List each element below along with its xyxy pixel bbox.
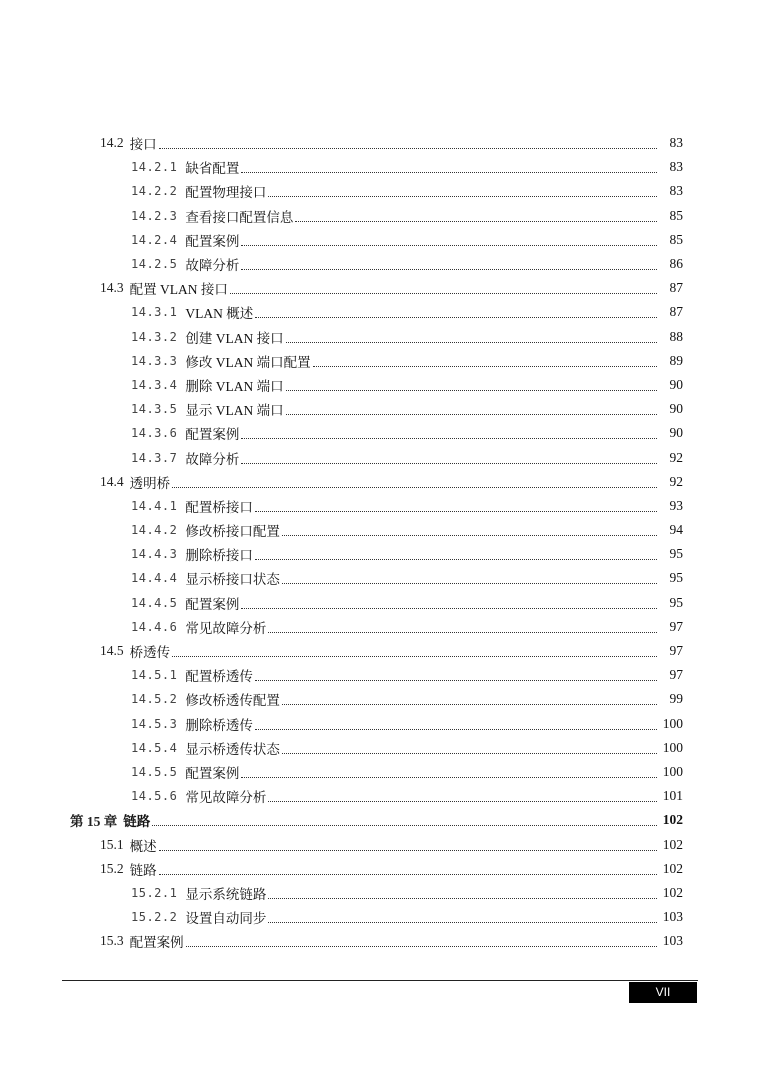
- toc-entry-number: 14.5: [100, 643, 124, 659]
- page-number-badge: VII: [629, 982, 697, 1003]
- toc-entry-number: 14.2.4: [131, 232, 178, 247]
- toc-entry-number: 14.3.6: [131, 426, 178, 441]
- toc-entry-number: 14.2.3: [131, 208, 178, 223]
- toc-dot-leader: [282, 534, 657, 536]
- toc-dot-leader: [152, 824, 657, 826]
- toc-entry-number: 14.4: [100, 473, 124, 489]
- toc-page-number: 95: [669, 546, 683, 562]
- toc-entry-title: 设置自动同步: [185, 911, 267, 927]
- toc-subsection-entry[interactable]: [0, 736, 761, 760]
- toc-entry-title: 配置桥接口: [185, 499, 253, 515]
- toc-entry-title: 配置案例: [129, 935, 184, 951]
- toc-entry-number: 14.4.1: [131, 498, 178, 513]
- toc-entry-title: VLAN 概述: [185, 306, 254, 322]
- toc-page-number: 100: [662, 715, 683, 731]
- toc-entry-number: 14.4.2: [131, 523, 178, 538]
- toc-dot-leader: [282, 582, 657, 584]
- toc-subsection-entry[interactable]: [0, 663, 761, 687]
- toc-page-number: 100: [662, 763, 683, 779]
- toc-section-entry[interactable]: [0, 470, 761, 494]
- toc-subsection-entry[interactable]: [0, 566, 761, 590]
- toc-entry-number: 14.4.6: [131, 619, 178, 634]
- toc-entry-title: 显示 VLAN 端口: [185, 403, 284, 419]
- toc-subsection-entry[interactable]: [0, 542, 761, 566]
- toc-dot-leader: [241, 244, 657, 246]
- toc-dot-leader: [268, 800, 657, 802]
- toc-page-number: 100: [662, 739, 683, 755]
- toc-entry-title: 删除桥透传: [185, 717, 253, 733]
- toc-subsection-entry[interactable]: [0, 518, 761, 542]
- toc-dot-leader: [255, 510, 657, 512]
- toc-page-number: 101: [662, 788, 683, 804]
- toc-entry-number: 14.5.5: [131, 764, 178, 779]
- toc-page-number: 83: [669, 135, 683, 151]
- toc-dot-leader: [241, 462, 657, 464]
- toc-subsection-entry[interactable]: [0, 179, 761, 203]
- toc-entry-title: 配置案例: [185, 765, 240, 781]
- toc-page-number: 97: [669, 643, 683, 659]
- toc-entry-title: 常见故障分析: [185, 620, 267, 636]
- toc-subsection-entry[interactable]: [0, 325, 761, 349]
- toc-dot-leader: [286, 389, 657, 391]
- toc-dot-leader: [295, 220, 657, 222]
- table-of-contents: [0, 131, 761, 953]
- toc-dot-leader: [255, 728, 657, 730]
- toc-entry-title: 修改桥透传配置: [185, 693, 280, 709]
- toc-page-number: 102: [662, 860, 683, 876]
- toc-page-number: 97: [669, 667, 683, 683]
- toc-entry-number: 14.2.2: [131, 184, 178, 199]
- toc-entry-number: 14.4.5: [131, 595, 178, 610]
- toc-page-number: 92: [669, 473, 683, 489]
- footer-divider: [62, 980, 698, 981]
- toc-section-entry[interactable]: [0, 929, 761, 953]
- toc-entry-title: 配置物理接口: [185, 185, 267, 201]
- toc-dot-leader: [241, 171, 657, 173]
- toc-subsection-entry[interactable]: [0, 760, 761, 784]
- toc-page-number: 95: [669, 594, 683, 610]
- toc-subsection-entry[interactable]: [0, 155, 761, 179]
- toc-subsection-entry[interactable]: [0, 615, 761, 639]
- toc-entry-number: 14.4.4: [131, 571, 178, 586]
- toc-dot-leader: [282, 752, 657, 754]
- toc-section-entry[interactable]: [0, 639, 761, 663]
- toc-entry-title: 概述: [129, 838, 157, 854]
- toc-entry-number: 14.5.6: [131, 789, 178, 804]
- toc-section-entry[interactable]: [0, 857, 761, 881]
- toc-entry-title: 删除 VLAN 端口: [185, 378, 284, 394]
- toc-subsection-entry[interactable]: [0, 905, 761, 929]
- toc-page-number: 90: [669, 376, 683, 392]
- toc-dot-leader: [172, 486, 657, 488]
- toc-entry-title: 配置案例: [185, 233, 240, 249]
- toc-page-number: 90: [669, 401, 683, 417]
- toc-entry-number: 14.5.3: [131, 716, 178, 731]
- toc-entry-title: 查看接口配置信息: [185, 209, 294, 225]
- toc-subsection-entry[interactable]: [0, 784, 761, 808]
- toc-dot-leader: [159, 873, 657, 875]
- toc-page-number: 83: [669, 183, 683, 199]
- toc-dot-leader: [313, 365, 657, 367]
- toc-page-number: 102: [662, 812, 683, 828]
- toc-dot-leader: [241, 268, 657, 270]
- toc-subsection-entry[interactable]: [0, 591, 761, 615]
- toc-entry-title: 接口: [129, 137, 157, 153]
- toc-entry-number: 15.3: [100, 933, 124, 949]
- toc-dot-leader: [255, 558, 657, 560]
- toc-entry-title: 链路: [129, 862, 157, 878]
- toc-dot-leader: [241, 437, 657, 439]
- toc-dot-leader: [286, 341, 657, 343]
- toc-entry-number: 14.5.4: [131, 740, 178, 755]
- toc-entry-title: 常见故障分析: [185, 790, 267, 806]
- toc-entry-title: 配置 VLAN 接口: [129, 282, 228, 298]
- toc-subsection-entry[interactable]: [0, 228, 761, 252]
- toc-entry-number: 14.3.1: [131, 305, 178, 320]
- toc-section-entry[interactable]: [0, 832, 761, 856]
- toc-dot-leader: [230, 292, 657, 294]
- toc-dot-leader: [282, 703, 657, 705]
- toc-section-entry[interactable]: [0, 131, 761, 155]
- toc-page-number: 85: [669, 207, 683, 223]
- toc-page-number: 89: [669, 352, 683, 368]
- toc-entry-number: 14.3.5: [131, 402, 178, 417]
- toc-entry-title: 显示桥接口状态: [185, 572, 280, 588]
- toc-entry-number: 14.3.2: [131, 329, 178, 344]
- toc-dot-leader: [241, 776, 657, 778]
- toc-page-number: 103: [662, 933, 683, 949]
- toc-subsection-entry[interactable]: [0, 300, 761, 324]
- toc-subsection-entry[interactable]: [0, 421, 761, 445]
- toc-entry-number: 15.2.1: [131, 885, 178, 900]
- toc-page-number: 85: [669, 231, 683, 247]
- toc-entry-title: 显示系统链路: [185, 886, 267, 902]
- toc-entry-number: 14.5.2: [131, 692, 178, 707]
- toc-entry-title: 故障分析: [185, 258, 240, 274]
- toc-subsection-entry[interactable]: [0, 204, 761, 228]
- toc-page-number: 94: [669, 522, 683, 538]
- toc-dot-leader: [255, 316, 657, 318]
- toc-entry-title: 缺省配置: [185, 161, 240, 177]
- toc-dot-leader: [159, 147, 657, 149]
- toc-entry-number: 15.2.2: [131, 910, 178, 925]
- toc-page-number: 86: [669, 256, 683, 272]
- toc-dot-leader: [241, 607, 657, 609]
- toc-dot-leader: [255, 679, 657, 681]
- toc-page-number: 103: [662, 909, 683, 925]
- toc-entry-title: 显示桥透传状态: [185, 741, 280, 757]
- toc-page-number: 83: [669, 159, 683, 175]
- toc-subsection-entry[interactable]: [0, 712, 761, 736]
- toc-entry-title: 修改 VLAN 端口配置: [185, 354, 311, 370]
- toc-page-number: 93: [669, 497, 683, 513]
- toc-entry-number: 14.3.7: [131, 450, 178, 465]
- toc-entry-title: 修改桥接口配置: [185, 524, 280, 540]
- toc-subsection-entry[interactable]: [0, 445, 761, 469]
- toc-entry-title: 配置案例: [185, 596, 240, 612]
- toc-subsection-entry[interactable]: [0, 687, 761, 711]
- toc-page-number: 87: [669, 304, 683, 320]
- toc-dot-leader: [268, 631, 657, 633]
- toc-entry-title: 故障分析: [185, 451, 240, 467]
- toc-page-number: 102: [662, 836, 683, 852]
- toc-entry-number: 14.2.1: [131, 160, 178, 175]
- toc-entry-number: 14.3.3: [131, 353, 178, 368]
- toc-page-number: 88: [669, 328, 683, 344]
- toc-page-number: 87: [669, 280, 683, 296]
- toc-dot-leader: [268, 897, 657, 899]
- toc-subsection-entry[interactable]: [0, 397, 761, 421]
- toc-entry-number: 14.3.4: [131, 377, 178, 392]
- toc-dot-leader: [268, 195, 657, 197]
- toc-dot-leader: [159, 849, 657, 851]
- toc-subsection-entry[interactable]: [0, 349, 761, 373]
- toc-entry-title: 透明桥: [129, 475, 171, 491]
- toc-subsection-entry[interactable]: [0, 881, 761, 905]
- toc-page-number: 95: [669, 570, 683, 586]
- toc-entry-number: 14.2.5: [131, 257, 178, 272]
- toc-subsection-entry[interactable]: [0, 373, 761, 397]
- toc-dot-leader: [268, 921, 657, 923]
- toc-page-number: 102: [662, 884, 683, 900]
- toc-page-number: 99: [669, 691, 683, 707]
- toc-dot-leader: [172, 655, 657, 657]
- toc-entry-title: 配置桥透传: [185, 669, 253, 685]
- toc-dot-leader: [186, 945, 657, 947]
- toc-entry-title: 删除桥接口: [185, 548, 253, 564]
- toc-page-number: 92: [669, 449, 683, 465]
- toc-section-entry[interactable]: [0, 276, 761, 300]
- toc-entry-number: 14.5.1: [131, 668, 178, 683]
- toc-subsection-entry[interactable]: [0, 252, 761, 276]
- toc-chapter-entry[interactable]: [0, 808, 761, 832]
- toc-entry-number: 14.4.3: [131, 547, 178, 562]
- toc-entry-number: 14.2: [100, 135, 124, 151]
- toc-dot-leader: [286, 413, 657, 415]
- toc-entry-number: 第 15 章: [70, 814, 118, 830]
- toc-entry-number: 15.1: [100, 836, 124, 852]
- toc-entry-title: 创建 VLAN 接口: [185, 330, 284, 346]
- toc-entry-title: 配置案例: [185, 427, 240, 443]
- toc-entry-number: 14.3: [100, 280, 124, 296]
- toc-entry-title: 链路: [123, 814, 151, 830]
- toc-entry-title: 桥透传: [129, 645, 171, 661]
- toc-page-number: 90: [669, 425, 683, 441]
- toc-page-number: 97: [669, 618, 683, 634]
- toc-entry-number: 15.2: [100, 860, 124, 876]
- toc-subsection-entry[interactable]: [0, 494, 761, 518]
